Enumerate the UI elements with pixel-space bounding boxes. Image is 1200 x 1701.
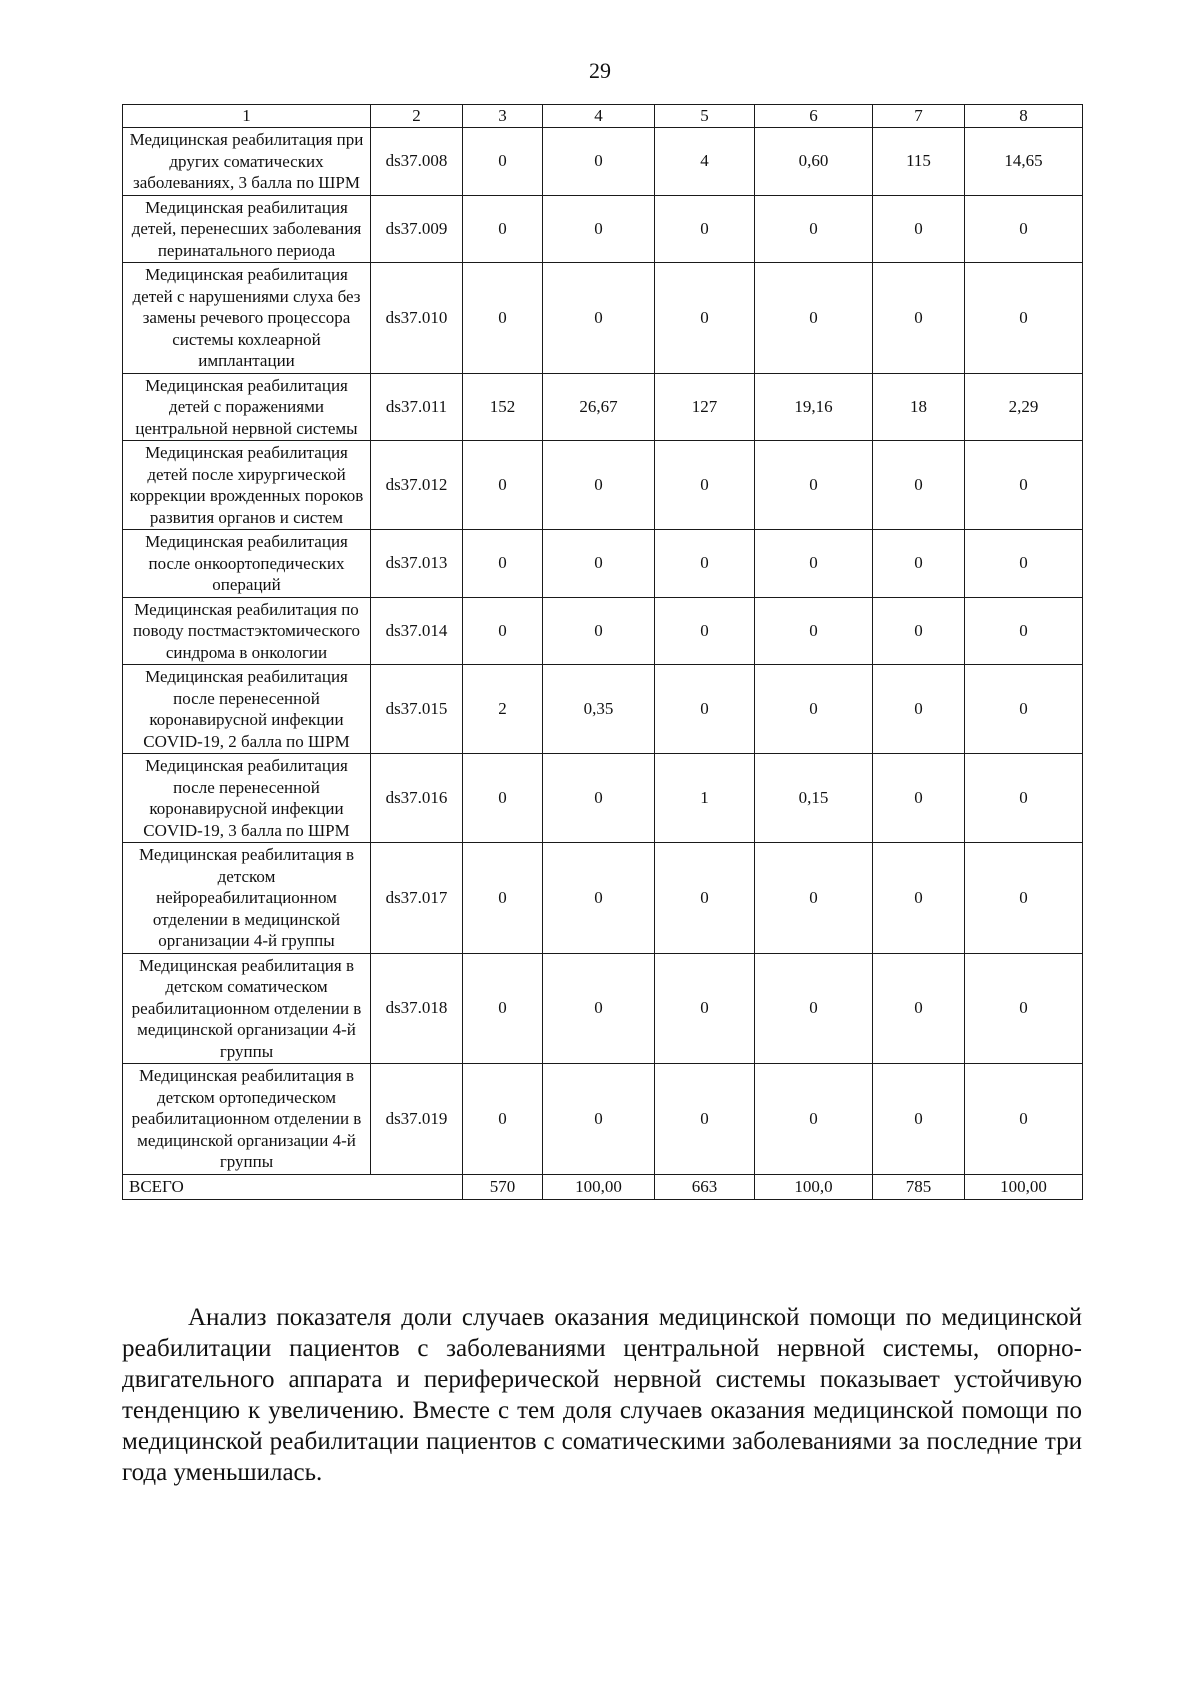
- row-code: ds37.011: [371, 373, 463, 441]
- table-row: [123, 441, 1083, 530]
- row-value: 0: [873, 530, 965, 598]
- row-name: Медицинская реабилитация при других соматических заболеваниях, 3 балла по ШРМ: [123, 128, 371, 196]
- total-value: 100,00: [965, 1174, 1083, 1199]
- row-value: 115: [873, 128, 965, 196]
- row-value: 0: [543, 128, 655, 196]
- total-row: [123, 1174, 1083, 1199]
- row-code: ds37.014: [371, 597, 463, 665]
- row-name: Медицинская реабилитация в детском нейрореабилитационном отделении в медицинской организации 4-й группы: [123, 843, 371, 954]
- row-value: 2: [463, 665, 543, 754]
- column-header: 2: [371, 105, 463, 128]
- row-code: ds37.013: [371, 530, 463, 598]
- rehabilitation-table: [122, 104, 1083, 1200]
- row-value: 18: [873, 373, 965, 441]
- row-code: ds37.015: [371, 665, 463, 754]
- total-value: 100,0: [755, 1174, 873, 1199]
- row-value: 0: [755, 263, 873, 374]
- row-code: ds37.018: [371, 953, 463, 1064]
- row-value: 0: [965, 263, 1083, 374]
- header-row: [123, 105, 1083, 128]
- table-row: [123, 195, 1083, 263]
- column-header: 5: [655, 105, 755, 128]
- row-value: 0: [755, 530, 873, 598]
- table-row: [123, 953, 1083, 1064]
- table-row: [123, 597, 1083, 665]
- table-row: [123, 1064, 1083, 1175]
- row-name: Медицинская реабилитация в детском ортопедическом реабилитационном отделении в медицинской организации 4-й группы: [123, 1064, 371, 1175]
- row-value: 0: [873, 665, 965, 754]
- row-value: 0: [655, 530, 755, 598]
- row-value: 0: [543, 754, 655, 843]
- row-value: 14,65: [965, 128, 1083, 196]
- table-row: [123, 754, 1083, 843]
- row-name: Медицинская реабилитация детей с поражениями центральной нервной системы: [123, 373, 371, 441]
- row-value: 0: [965, 754, 1083, 843]
- row-value: 0: [755, 441, 873, 530]
- table-row: [123, 263, 1083, 374]
- row-value: 0: [543, 843, 655, 954]
- row-value: 0: [873, 953, 965, 1064]
- row-value: 0: [463, 441, 543, 530]
- row-name: Медицинская реабилитация после перенесенной коронавирусной инфекции COVID-19, 3 балла по ШРМ: [123, 754, 371, 843]
- row-value: 1: [655, 754, 755, 843]
- row-value: 0: [463, 128, 543, 196]
- row-value: 2,29: [965, 373, 1083, 441]
- row-value: 4: [655, 128, 755, 196]
- row-value: 0: [873, 843, 965, 954]
- row-value: 0: [965, 843, 1083, 954]
- row-value: 0: [463, 530, 543, 598]
- row-value: 26,67: [543, 373, 655, 441]
- row-name: Медицинская реабилитация по поводу постмастэктомического синдрома в онкологии: [123, 597, 371, 665]
- row-value: 0: [543, 597, 655, 665]
- table-row: [123, 665, 1083, 754]
- column-header: 4: [543, 105, 655, 128]
- analysis-paragraph: Анализ показателя доли случаев оказания медицинской помощи по медицинской реабилитации пациентов с заболеваниями центральной нервной системы, опорно-двигательного аппарата и периферической нервной системы показывает устойчивую тенденцию к увеличению. Вместе с тем доля случаев оказания медицинской помощи по медицинской реабилитации пациентов с соматическими заболеваниями за последние три года уменьшилась.: [122, 1304, 1082, 1486]
- row-value: 0: [965, 1064, 1083, 1175]
- row-value: 0: [543, 195, 655, 263]
- row-name: Медицинская реабилитация после перенесенной коронавирусной инфекции COVID-19, 2 балла по ШРМ: [123, 665, 371, 754]
- row-value: 0: [655, 263, 755, 374]
- row-name: Медицинская реабилитация детей, перенесших заболевания перинатального периода: [123, 195, 371, 263]
- row-value: 0: [755, 597, 873, 665]
- row-value: 0: [655, 665, 755, 754]
- row-value: 0: [755, 1064, 873, 1175]
- total-value: 100,00: [543, 1174, 655, 1199]
- row-value: 0: [655, 1064, 755, 1175]
- row-value: 0,35: [543, 665, 655, 754]
- table-row: [123, 373, 1083, 441]
- column-header: 6: [755, 105, 873, 128]
- row-value: 0,60: [755, 128, 873, 196]
- row-value: 0: [655, 843, 755, 954]
- row-value: 0: [755, 953, 873, 1064]
- row-value: 0: [873, 195, 965, 263]
- row-value: 0: [463, 754, 543, 843]
- row-value: 0: [463, 1064, 543, 1175]
- row-code: ds37.012: [371, 441, 463, 530]
- row-value: 0: [755, 665, 873, 754]
- row-name: Медицинская реабилитация детей после хирургической коррекции врожденных пороков развития органов и систем: [123, 441, 371, 530]
- row-value: 127: [655, 373, 755, 441]
- row-value: 0: [873, 754, 965, 843]
- row-value: 0: [965, 441, 1083, 530]
- row-code: ds37.017: [371, 843, 463, 954]
- row-value: 0: [965, 597, 1083, 665]
- row-value: 0: [463, 953, 543, 1064]
- total-label: ВСЕГО: [123, 1174, 463, 1199]
- page-number: 29: [589, 58, 611, 83]
- row-value: 0: [755, 843, 873, 954]
- column-header: 3: [463, 105, 543, 128]
- row-name: Медицинская реабилитация детей с нарушениями слуха без замены речевого процессора системы кохлеарной имплантации: [123, 263, 371, 374]
- row-value: 0: [463, 195, 543, 263]
- row-code: ds37.016: [371, 754, 463, 843]
- row-value: 0: [655, 441, 755, 530]
- row-value: 0: [873, 441, 965, 530]
- row-value: 0: [655, 953, 755, 1064]
- row-code: ds37.008: [371, 128, 463, 196]
- row-value: 0: [655, 597, 755, 665]
- row-value: 19,16: [755, 373, 873, 441]
- row-code: ds37.019: [371, 1064, 463, 1175]
- row-value: 0: [543, 530, 655, 598]
- row-name: Медицинская реабилитация в детском соматическом реабилитационном отделении в медицинской организации 4-й группы: [123, 953, 371, 1064]
- row-value: 0: [463, 597, 543, 665]
- row-name: Медицинская реабилитация после онкоортопедических операций: [123, 530, 371, 598]
- total-value: 785: [873, 1174, 965, 1199]
- row-value: 0,15: [755, 754, 873, 843]
- row-value: 0: [873, 597, 965, 665]
- row-value: 0: [543, 263, 655, 374]
- row-value: 0: [543, 1064, 655, 1175]
- table-row: [123, 128, 1083, 196]
- row-value: 0: [655, 195, 755, 263]
- table-row: [123, 843, 1083, 954]
- row-code: ds37.009: [371, 195, 463, 263]
- row-value: 0: [965, 530, 1083, 598]
- table-row: [123, 530, 1083, 598]
- row-code: ds37.010: [371, 263, 463, 374]
- total-value: 570: [463, 1174, 543, 1199]
- row-value: 0: [543, 953, 655, 1064]
- row-value: 0: [873, 263, 965, 374]
- row-value: 0: [873, 1064, 965, 1175]
- column-header: 1: [123, 105, 371, 128]
- column-header: 8: [965, 105, 1083, 128]
- row-value: 0: [543, 441, 655, 530]
- row-value: 0: [463, 263, 543, 374]
- row-value: 0: [965, 195, 1083, 263]
- column-header: 7: [873, 105, 965, 128]
- total-value: 663: [655, 1174, 755, 1199]
- row-value: 0: [965, 953, 1083, 1064]
- row-value: 0: [755, 195, 873, 263]
- row-value: 152: [463, 373, 543, 441]
- row-value: 0: [463, 843, 543, 954]
- row-value: 0: [965, 665, 1083, 754]
